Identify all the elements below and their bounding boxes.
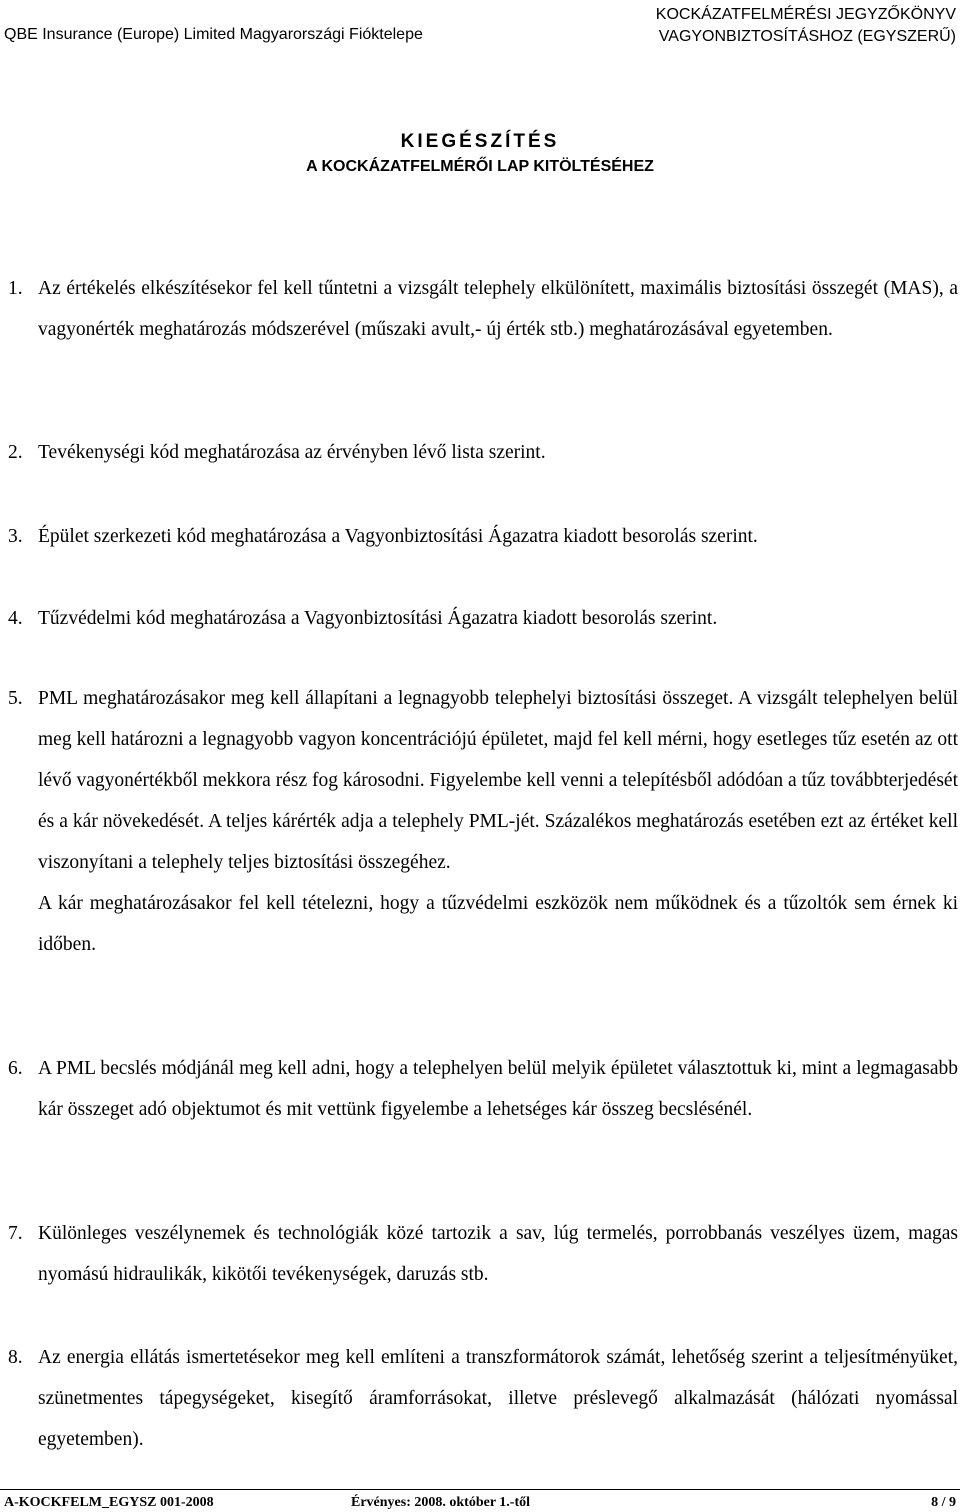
item-text: A kár meghatározásakor fel kell tételezni, hogy a tűzvédelmi eszközök nem működnek és a tűzoltók sem érnek ki időben. [38, 893, 958, 955]
company-name: QBE Insurance (Europe) Limited Magyarországi Fióktelepe [4, 26, 423, 43]
document-code: A-KOCKFELM_EGYSZ 001-2008 [4, 1495, 214, 1510]
item-text: Épület szerkezeti kód meghatározása a Vagyonbiztosítási Ágazatra kiadott besorolás szerint. [38, 526, 758, 547]
list-item [8, 678, 958, 965]
item-number: 7. [8, 1223, 23, 1244]
section-title-sub: A KOCKÁZATFELMÉRŐI LAP KITÖLTÉSÉHEZ [306, 158, 654, 175]
section-title-main: KIEGÉSZÍTÉS [400, 131, 560, 152]
item-text: Az értékelés elkészítésekor fel kell tűntetni a vizsgált telephely elkülönített, maximális biztosítási összegét (MAS), a vagyonérték meghatározás módszerével (műszaki avult,- új érték stb.) meghatározásával egyetemben. [38, 278, 958, 340]
validity-date: Érvényes: 2008. október 1.-től [351, 1495, 530, 1510]
item-number: 5. [8, 688, 23, 709]
item-number: 6. [8, 1058, 23, 1079]
item-text: Tűzvédelmi kód meghatározása a Vagyonbiztosítási Ágazatra kiadott besorolás szerint. [38, 608, 718, 629]
document-title [656, 4, 956, 48]
list-item [8, 1213, 958, 1295]
page-number: 8 / 9 [931, 1495, 956, 1510]
document-title-line1: KOCKÁZATFELMÉRÉSI JEGYZŐKÖNYV [655, 6, 956, 23]
item-text: PML meghatározásakor meg kell állapítani a legnagyobb telephelyi biztosítási összeget. A vizsgált telephelyen belül meg kell határozni a legnagyobb vagyon koncentrációjú épületet, majd fel kell mérni, hogy esetleges tűz esetén az ott lévő vagyonértékből mekkora rész fog károsodni. Figyelembe kell venni a telepítésből adódóan a tűz továbbterjedését és a kár növekedését. A teljes kárérték adja a telephely PML-jét. Százalékos meghatározás esetében ezt az értéket kell viszonyítani a telephely teljes biztosítási összegéhez. [38, 688, 958, 873]
list-item [8, 516, 958, 557]
page-footer [0, 1489, 960, 1512]
section-title [0, 130, 960, 180]
item-text: Különleges veszélynemek és technológiák közé tartozik a sav, lúg termelés, porrobbanás veszélyes üzem, magas nyomású hidraulikák, kikötői tevékenységek, daruzás stb. [38, 1223, 958, 1285]
item-number: 3. [8, 526, 23, 547]
item-text: A PML becslés módjánál meg kell adni, hogy a telephelyen belül melyik épületet választottuk ki, mint a legmagasabb kár összeget adó objektumot és mit vettünk figyelembe a lehetséges kár összeg becslésénél. [38, 1058, 958, 1120]
list-item [8, 432, 958, 473]
page-header [0, 4, 960, 44]
item-text: Az energia ellátás ismertetésekor meg kell említeni a transzformátorok számát, lehetőség szerint a teljesítményüket, szünetmentes tápegységeket, kisegítő áramforrásokat, illetve préslevegő alkalmazását (hálózati nyomással egyetemben). [38, 1347, 958, 1450]
document-title-line2: VAGYONBIZTOSÍTÁSHOZ (EGYSZERŰ) [658, 28, 956, 45]
item-text: Tevékenységi kód meghatározása az érvényben lévő lista szerint. [38, 442, 546, 463]
item-number: 1. [8, 278, 23, 299]
list-item [8, 598, 958, 639]
item-number: 2. [8, 442, 23, 463]
item-number: 8. [8, 1347, 23, 1368]
item-number: 4. [8, 608, 23, 629]
list-item [8, 1337, 958, 1460]
list-item [8, 268, 958, 350]
list-item [8, 1048, 958, 1130]
